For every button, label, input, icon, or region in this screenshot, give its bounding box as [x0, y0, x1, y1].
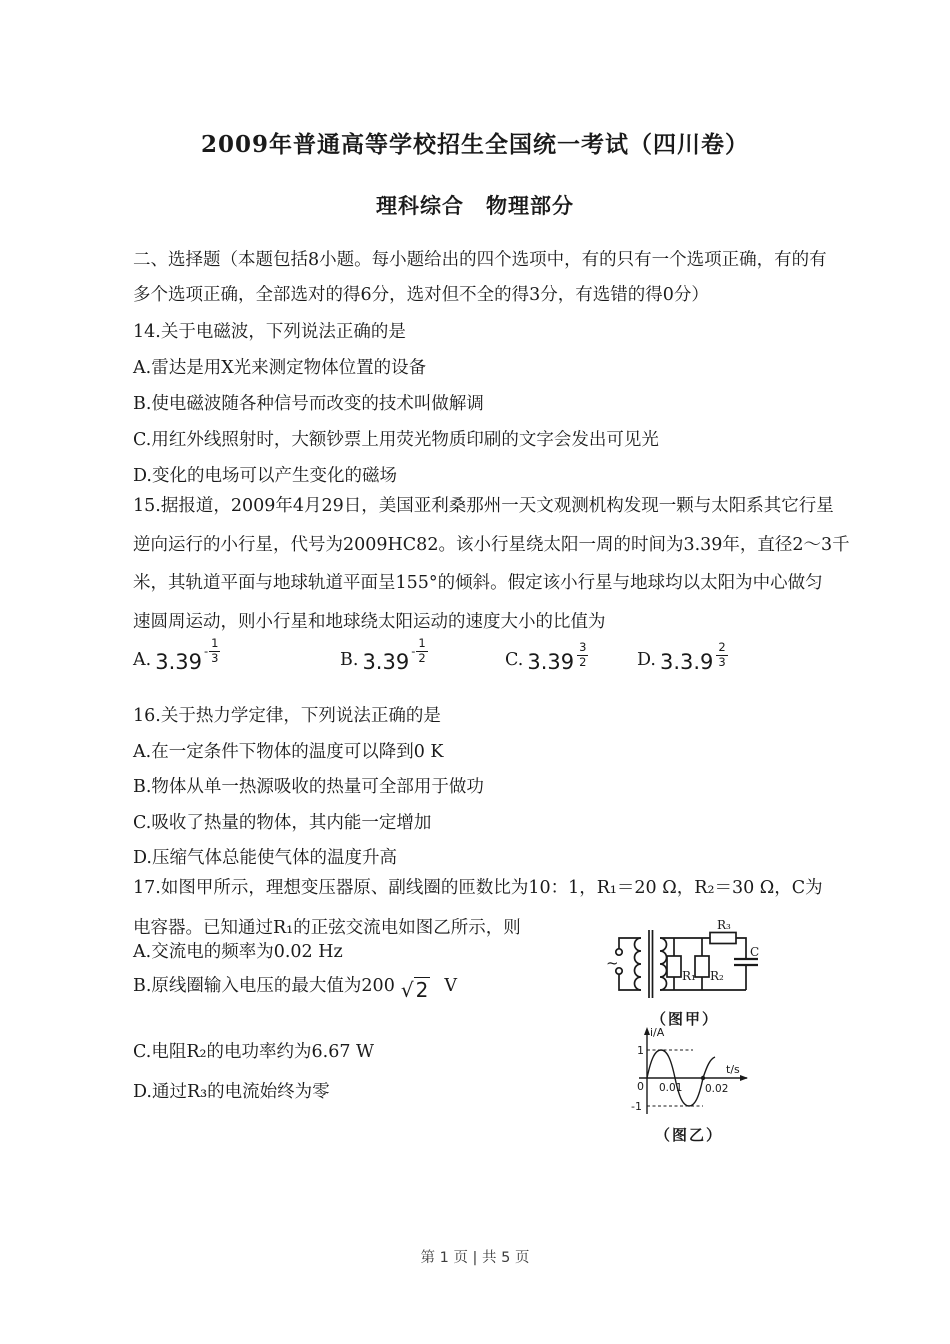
page-footer: 第 1 页 | 共 5 页 — [420, 1250, 530, 1266]
exponent-sign: - — [203, 644, 209, 658]
label-c: C — [750, 945, 760, 959]
exponent-sign: - — [411, 644, 416, 658]
fraction-denominator: 2 — [418, 650, 426, 665]
zero-crossing-dot — [701, 1076, 705, 1080]
fraction-denominator: 3 — [211, 650, 219, 665]
y-axis-label: i/A — [650, 1026, 665, 1039]
tick-0.02: 0.02 — [705, 1083, 729, 1095]
figure-jia-caption: （图甲） — [650, 1010, 719, 1028]
q15-option-b-exponent — [411, 637, 427, 664]
secondary-coil — [660, 938, 667, 990]
fraction-denominator: 3 — [718, 654, 726, 669]
q17-option-a-text: A.交流电的频率为0.02 Hz — [133, 942, 343, 962]
resistor-r2 — [695, 956, 709, 977]
page-subtitle: 理科综合 物理部分 — [376, 193, 574, 218]
q16-option-a: A.在一定条件下物体的温度可以降到0 K — [133, 741, 444, 762]
q17-option-d-text: D.通过R₃的电流始终为零 — [133, 1082, 330, 1102]
label-r2: R₂ — [710, 969, 724, 983]
q17-option-b-prefix: B.原线圈输入电压的最大值为200 — [133, 976, 395, 996]
square-root: √ 2 — [400, 978, 429, 1002]
q15-stem-line: 速圆周运动，则小行星和地球绕太阳运动的速度大小的比值为 — [133, 611, 606, 632]
ac-source-symbol: ~ — [606, 954, 619, 972]
current-time-graph — [623, 1026, 755, 1118]
fraction-numerator: 1 — [418, 636, 426, 651]
q14-option-b: B.使电磁波随各种信号而改变的技术叫做解调 — [133, 394, 484, 414]
circuit-diagram — [606, 918, 764, 1002]
section-intro — [133, 243, 833, 313]
tick-0: 0 — [637, 1080, 644, 1093]
label-r3: R₃ — [717, 918, 731, 932]
tick-neg1: -1 — [631, 1100, 642, 1113]
q15-option-b — [340, 636, 428, 675]
radicand: 2 — [415, 978, 429, 1002]
q16-option-c: C.吸收了热量的物体，其内能一定增加 — [133, 812, 432, 833]
exponent-fraction — [577, 641, 588, 668]
question-14 — [133, 314, 833, 494]
q16-option-d: D.压缩气体总能使气体的温度升高 — [133, 848, 397, 868]
q15-option-d-base: 3.3.9 — [659, 650, 714, 674]
q15-option-c-base: 3.39 — [527, 650, 575, 674]
q17-option-c-text: C.电阻R₂的电功率约为6.67 W — [133, 1042, 375, 1062]
q16-stem: 16.关于热力学定律，下列说法正确的是 — [133, 706, 441, 726]
q15-option-b-label: B. — [340, 650, 359, 670]
intro-line: 多个选项正确，全部选对的得6分，选对但不全的得3分，有选错的得0分） — [133, 285, 709, 305]
q15-stem-line: 逆向运行的小行星，代号为2009HC82。该小行星绕太阳一周的时间为3.39年，直径2～3千 — [133, 534, 850, 555]
figure-yi-graph — [623, 1026, 755, 1145]
q15-option-a-exponent — [204, 637, 220, 664]
q15-option-a-base: 3.39 — [155, 650, 202, 674]
q14-option-a: A.雷达是用X光来测定物体位置的设备 — [133, 358, 427, 378]
q15-options-row — [133, 638, 833, 698]
q15-option-c-exponent — [576, 641, 588, 668]
q15-option-d-exponent — [715, 641, 727, 668]
q15-option-c-label: C. — [505, 650, 524, 670]
fraction-numerator: 3 — [579, 640, 587, 655]
q15-option-b-base: 3.39 — [362, 650, 410, 674]
exponent-fraction — [209, 637, 220, 664]
page-title: 2009年普通高等学校招生全国统一考试（四川卷） — [200, 131, 749, 158]
q15-option-a-label: A. — [133, 650, 152, 670]
exponent-fraction — [416, 637, 427, 664]
q16-option-b: B.物体从单一热源吸收的热量可全部用于做功 — [133, 777, 484, 797]
question-16 — [133, 699, 833, 877]
q17-stem-line: 17.如图甲所示，理想变压器原、副线圈的匝数比为10：1，R₁＝20 Ω，R₂＝30 Ω，C为 — [133, 878, 823, 898]
q14-option-d: D.变化的电场可以产生变化的磁场 — [133, 466, 397, 486]
resistor-r1 — [667, 956, 681, 977]
label-r1: R₁ — [682, 969, 696, 983]
intro-line: 二、选择题（本题包括8小题。每小题给出的四个选项中，有的只有一个选项正确，有的有 — [133, 250, 827, 270]
x-axis-arrow — [740, 1075, 748, 1081]
exponent-fraction — [716, 641, 727, 668]
fraction-numerator: 2 — [718, 640, 726, 655]
figure-yi-caption: （图乙） — [654, 1126, 723, 1144]
tick-1: 1 — [637, 1044, 644, 1057]
x-axis-label: t/s — [726, 1063, 740, 1076]
question-15 — [133, 487, 850, 641]
q15-option-d — [637, 640, 728, 679]
q15-stem-line: 米，其轨道平面与地球轨道平面呈155°的倾斜。假定该小行星与地球均以太阳为中心做匀 — [133, 573, 823, 593]
figure-jia-circuit — [606, 918, 764, 1029]
q17-option-b-unit: V — [444, 976, 457, 996]
fraction-numerator: 1 — [211, 636, 219, 651]
resistor-r3 — [710, 933, 736, 944]
fraction-denominator: 2 — [579, 654, 587, 669]
q14-stem: 14.关于电磁波，下列说法正确的是 — [133, 322, 406, 342]
q15-option-a — [133, 636, 220, 675]
q15-option-c — [505, 640, 588, 679]
primary-coil — [635, 938, 642, 990]
q15-option-d-label: D. — [637, 650, 656, 670]
q15-stem-line: 15.据报道，2009年4月29日，美国亚利桑那州一天文观测机构发现一颗与太阳系其它行星 — [133, 496, 834, 516]
tick-0.01: 0.01 — [659, 1082, 683, 1094]
q17-stem-line: 电容器。已知通过R₁的正弦交流电如图乙所示，则 — [133, 918, 521, 938]
q14-option-c: C.用红外线照射时，大额钞票上用荧光物质印刷的文字会发出可见光 — [133, 430, 659, 450]
